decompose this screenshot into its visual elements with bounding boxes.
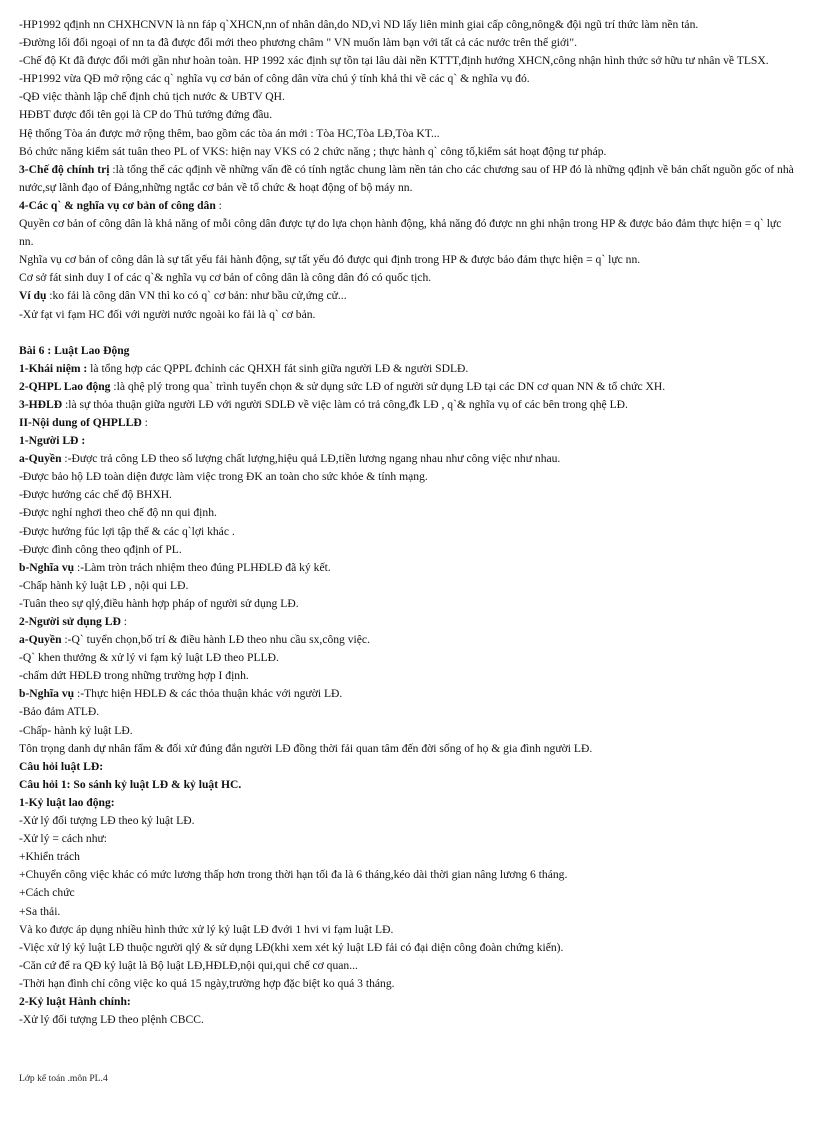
text-line xyxy=(19,504,797,522)
text-line xyxy=(19,468,797,486)
line-text: -Được đình công theo qđịnh of PL. xyxy=(19,542,182,556)
text-line xyxy=(19,287,797,305)
page-footer: Lớp kế toán .môn PL.4 xyxy=(19,1073,108,1084)
text-line xyxy=(19,541,797,559)
text-line xyxy=(19,143,797,161)
line-text: :-Làm tròn trách nhiệm theo đúng PLHĐLĐ đã ký kết. xyxy=(74,560,331,574)
line-text: :-Được trả công LĐ theo số lượng chất lượng,hiệu quả LĐ,tiền lương ngang nhau như công việc như nhau. xyxy=(61,452,561,466)
line-text: -Xử fạt vi fạm HC đối với người nước ngoài ko fải là q` cơ bản. xyxy=(19,307,316,321)
line-text: Hệ thống Tòa án được mở rộng thêm, bao gồm các tòa án mới : Tòa HC,Tòa LĐ,Tòa KT... xyxy=(19,126,440,140)
text-line xyxy=(19,613,797,631)
line-text: -Xử lý = cách như: xyxy=(19,832,108,846)
text-line xyxy=(19,342,797,360)
line-text: :là qhệ plý trong qua` trình tuyển chọn & sử dụng sức LĐ of người sử dụng LĐ tại các DN cơ quan NN & tổ chức XH. xyxy=(110,379,666,393)
text-line xyxy=(19,975,797,993)
text-line xyxy=(19,848,797,866)
line-text: -Được hưởng các chế độ BHXH. xyxy=(19,488,172,502)
line-heading: 1-Kỷ luật lao động: xyxy=(19,795,115,809)
text-line xyxy=(19,70,797,88)
line-text: -chấm dứt HĐLĐ trong những trường hợp I định. xyxy=(19,669,249,683)
line-text: :là tổng thể các qđịnh về những vấn đề có tính ngtắc chung làm nền tản cho các chương sau of HP đó là những qđịnh về bản chất nguồn gốc of nhà nước,sự lãnh đạo of Đảng,những ngtắc cơ bản về tổ chức & hoạt động of bộ máy nn. xyxy=(19,162,794,194)
line-text: -Xử lý đối tượng LĐ theo kỷ luật LĐ. xyxy=(19,814,195,828)
line-text: :ko fải là công dân VN thì ko có q` cơ bản: như bầu cử,ứng cử... xyxy=(46,289,347,303)
text-line xyxy=(19,921,797,939)
text-line xyxy=(19,306,797,324)
line-heading: Câu hỏi 1: So sánh kỷ luật LĐ & kỷ luật HC. xyxy=(19,777,242,791)
text-line xyxy=(19,993,797,1011)
line-text: -Chế độ Kt đã được đổi mới gần như hoàn toàn. HP 1992 xác định sự tồn tại lâu dài nền KTTT,định hướng XHCN,công nhận hình thức sở hữu tư nhân về TLSX. xyxy=(19,54,769,68)
document-body xyxy=(19,16,797,1029)
text-line xyxy=(19,685,797,703)
text-line xyxy=(19,776,797,794)
text-line xyxy=(19,197,797,215)
text-line xyxy=(19,595,797,613)
line-text: Và ko được áp dụng nhiều hình thức xử lý kỷ luật LĐ đvới 1 hvi vi fạm luật LĐ. xyxy=(19,922,394,936)
line-text: là tổng hợp các QPPL đchỉnh các QHXH fát sinh giữa người LĐ & người SDLĐ. xyxy=(87,361,469,375)
line-text: Bỏ chức năng kiểm sát tuân theo PL of VKS: hiện nay VKS có 2 chức năng ; thực hành q` công tố,kiểm sát hoạt động tư pháp. xyxy=(19,144,607,158)
line-heading: Câu hỏi luật LĐ: xyxy=(19,759,104,773)
line-text: Quyền cơ bản of công dân là khả năng of mỗi công dân được tự do lựa chọn hành động, khả năng đó được nn ghi nhận trong HP & được bảo đảm thực hiện = q` lực nn. xyxy=(19,217,782,249)
line-text: HĐBT được đổi tên gọi là CP do Thủ tướng đứng đầu. xyxy=(19,108,273,122)
text-line xyxy=(19,866,797,884)
line-text: +Sa thải. xyxy=(19,904,61,918)
text-line xyxy=(19,251,797,269)
text-line xyxy=(19,269,797,287)
text-line xyxy=(19,16,797,34)
line-text: Tôn trọng danh dự nhân fẩm & đối xử đúng đắn người LĐ đồng thời fải quan tâm đến đời sống of họ & gia đình người LĐ. xyxy=(19,741,593,755)
text-line xyxy=(19,106,797,124)
line-text: :-Thực hiện HĐLĐ & các thỏa thuận khác với người LĐ. xyxy=(74,687,343,701)
text-line xyxy=(19,52,797,70)
line-heading: 2-QHPL Lao động xyxy=(19,379,111,393)
line-text: Cơ sở fát sinh duy I of các q`& nghĩa vụ cơ bản of công dân là công dân đó có quốc tịch. xyxy=(19,271,432,285)
text-line xyxy=(19,703,797,721)
blank-line xyxy=(19,324,797,342)
line-text: -Q` khen thưởng & xử lý vi fạm kỷ luật LĐ theo PLLĐ. xyxy=(19,651,279,665)
text-line xyxy=(19,88,797,106)
text-line xyxy=(19,740,797,758)
line-text: -Được nghỉ nghơi theo chế độ nn qui định. xyxy=(19,506,217,520)
text-line xyxy=(19,939,797,957)
text-line xyxy=(19,884,797,902)
line-heading: a-Quyền xyxy=(19,633,62,647)
line-text: -Tuân theo sự qlý,điều hành hợp pháp of người sử dụng LĐ. xyxy=(19,596,299,610)
text-line xyxy=(19,903,797,921)
line-heading: 3-HĐLĐ xyxy=(19,397,63,411)
line-heading: Bài 6 : Luật Lao Động xyxy=(19,343,130,357)
line-heading: 1-Người LĐ : xyxy=(19,434,86,448)
line-heading: a-Quyền xyxy=(19,452,62,466)
line-text: -Xử lý đối tượng LĐ theo plệnh CBCC. xyxy=(19,1013,204,1027)
text-line xyxy=(19,957,797,975)
text-line xyxy=(19,450,797,468)
text-line xyxy=(19,631,797,649)
text-line xyxy=(19,432,797,450)
text-line xyxy=(19,812,797,830)
line-text: :là sự thỏa thuận giữa người LĐ với người SDLĐ về việc làm có trả công,đk LĐ , q`& nghĩa vụ of các bên trong qhệ LĐ. xyxy=(62,397,628,411)
text-line xyxy=(19,649,797,667)
line-text: -Căn cứ để ra QĐ kỷ luật là Bộ luật LĐ,HĐLĐ,nội qui,qui chế cơ quan... xyxy=(19,958,358,972)
line-text: : xyxy=(120,615,127,628)
text-line xyxy=(19,1011,797,1029)
line-heading: b-Nghĩa vụ xyxy=(19,560,75,574)
line-text: +Khiển trách xyxy=(19,850,80,864)
text-line xyxy=(19,559,797,577)
line-text: -Được bảo hộ LĐ toàn diện được làm việc trong ĐK an toàn cho sức khỏe & tính mạng. xyxy=(19,470,428,484)
line-text: +Cách chức xyxy=(19,886,75,900)
line-heading: 2-Người sử dụng LĐ xyxy=(19,615,121,628)
text-line xyxy=(19,34,797,52)
line-text: -Chấp hành kỷ luật LĐ , nội qui LĐ. xyxy=(19,578,189,592)
line-text: -Bảo đảm ATLĐ. xyxy=(19,705,100,719)
text-line xyxy=(19,215,797,251)
line-text: :-Q` tuyển chọn,bố trí & điều hành LĐ theo nhu cầu sx,công việc. xyxy=(61,633,370,647)
line-text: -QĐ việc thành lập chế định chủ tịch nước & UBTV QH. xyxy=(19,90,285,104)
line-text: -Việc xử lý kỷ luật LĐ thuộc người qlý & sử dụng LĐ(khi xem xét kỷ luật LĐ fải có đại diện công đoàn chứng kiến). xyxy=(19,940,564,954)
line-heading: b-Nghĩa vụ xyxy=(19,687,75,701)
line-text: +Chuyển công việc khác có mức lương thấp hơn trong thời hạn tối đa là 6 tháng,kéo dài thời gian nâng lương 6 tháng. xyxy=(19,868,568,882)
text-line xyxy=(19,758,797,776)
line-text: -Đường lối đối ngoại of nn ta đã được đổi mới theo phương châm " VN muốn làm bạn với tất cả các nước trên thế giới". xyxy=(19,36,578,50)
line-text: -Được hưởng fúc lợi tập thể & các q`lợi khác . xyxy=(19,524,235,538)
line-heading: 4-Các q` & nghĩa vụ cơ bản of công dân xyxy=(19,198,216,212)
text-line xyxy=(19,577,797,595)
text-line xyxy=(19,396,797,414)
line-heading: 1-Khái niệm : xyxy=(19,361,88,375)
text-line xyxy=(19,414,797,432)
text-line xyxy=(19,125,797,143)
text-line xyxy=(19,830,797,848)
line-text: Nghĩa vụ cơ bản of công dân là sự tất yếu fải hành động, sự tất yếu đó được qui định trong HP & được bảo đảm thực hiện = q` lực nn. xyxy=(19,253,641,267)
line-heading: 2-Kỷ luật Hành chính: xyxy=(19,994,131,1008)
text-line xyxy=(19,667,797,685)
text-line xyxy=(19,794,797,812)
line-heading: II-Nội dung of QHPLLĐ xyxy=(19,415,142,429)
text-line xyxy=(19,360,797,378)
line-text: -HP1992 qđịnh nn CHXHCNVN là nn fáp q`XHCN,nn of nhân dân,do ND,vì ND lấy liên minh giai cấp công,nông& đội ngũ trí thức làm nền tản. xyxy=(19,18,699,31)
line-text: -Chấp- hành kỷ luật LĐ. xyxy=(19,723,133,737)
line-text: -Thời hạn đình chỉ công việc ko quá 15 ngày,trường hợp đặc biệt ko quá 3 tháng. xyxy=(19,976,395,990)
line-heading: 3-Chế độ chính trị xyxy=(19,162,110,176)
text-line xyxy=(19,161,797,197)
line-heading: Ví dụ xyxy=(19,289,47,303)
line-text: -HP1992 vừa QĐ mở rộng các q` nghĩa vụ cơ bản of công dân vừa chú ý tính khả thi về các q` & nghĩa vụ đó. xyxy=(19,72,530,86)
text-line xyxy=(19,378,797,396)
line-text: : xyxy=(215,198,222,212)
line-text: : xyxy=(141,415,148,429)
text-line xyxy=(19,486,797,504)
text-line xyxy=(19,523,797,541)
text-line xyxy=(19,722,797,740)
